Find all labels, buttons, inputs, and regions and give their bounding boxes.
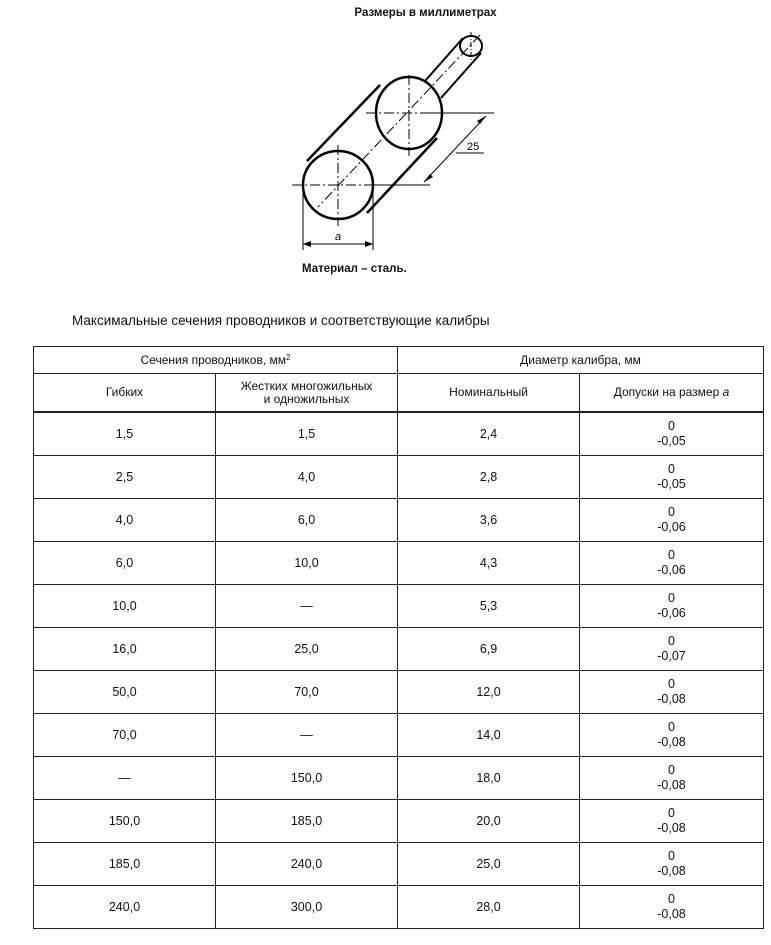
cell-nominal: 2,8 (398, 456, 580, 499)
header-tolerance: Допуски на размер a (580, 374, 764, 413)
table-row (34, 886, 764, 929)
dimension-diameter-label: a (335, 231, 342, 243)
cell-flexible: 4,0 (34, 499, 216, 542)
cell-flexible: 1,5 (34, 412, 216, 456)
cell-rigid: 240,0 (216, 843, 398, 886)
arrow-length-bottom (424, 174, 433, 182)
cell-rigid: — (216, 585, 398, 628)
table-row (34, 412, 764, 456)
header-diameter: Диаметр калибра, мм (398, 347, 764, 374)
cell-rigid: 300,0 (216, 886, 398, 929)
table-row (34, 542, 764, 585)
cell-flexible: 10,0 (34, 585, 216, 628)
cell-tolerance: 0 -0,05 (580, 412, 764, 456)
arrow-diameter-left (303, 241, 311, 247)
table-row (34, 585, 764, 628)
cell-tolerance: 0 -0,08 (580, 757, 764, 800)
axis-centerline (318, 35, 480, 207)
cell-rigid: 1,5 (216, 412, 398, 456)
group-header-row (34, 347, 764, 374)
cell-nominal: 5,3 (398, 585, 580, 628)
cell-tolerance: 0 -0,08 (580, 671, 764, 714)
table-row (34, 757, 764, 800)
cell-flexible: 16,0 (34, 628, 216, 671)
cell-flexible: 50,0 (34, 671, 216, 714)
cell-flexible: 2,5 (34, 456, 216, 499)
arrow-length-top (477, 116, 486, 124)
cell-nominal: 20,0 (398, 800, 580, 843)
pin-bottom-edge (441, 53, 481, 98)
cell-nominal: 14,0 (398, 714, 580, 757)
table-row (34, 714, 764, 757)
cell-rigid: 70,0 (216, 671, 398, 714)
table-row (34, 628, 764, 671)
cell-flexible: — (34, 757, 216, 800)
table-row (34, 671, 764, 714)
cell-rigid: 10,0 (216, 542, 398, 585)
cell-nominal: 12,0 (398, 671, 580, 714)
cell-tolerance: 0 -0,08 (580, 800, 764, 843)
table-row (34, 456, 764, 499)
header-sections: Сечения проводников, $мм^2$ (34, 347, 398, 374)
table-caption: Максимальные сечения проводников и соответствующие калибры (72, 313, 490, 328)
cell-nominal: 4,3 (398, 542, 580, 585)
material-note: Материал – сталь. (302, 263, 407, 275)
table-row (34, 800, 764, 843)
cell-tolerance: 0 -0,06 (580, 542, 764, 585)
cell-tolerance: 0 -0,05 (580, 456, 764, 499)
table-row (34, 843, 764, 886)
table-row (34, 499, 764, 542)
header-rigid: Жестких многожильных и одножильных (216, 374, 398, 413)
cell-rigid: 150,0 (216, 757, 398, 800)
column-header-row (34, 374, 764, 413)
cell-rigid: 25,0 (216, 628, 398, 671)
cell-tolerance: 0 -0,06 (580, 585, 764, 628)
dimension-length-label: 25 (467, 141, 480, 153)
pin-top-edge (425, 38, 463, 81)
calibers-table (33, 346, 764, 929)
cell-rigid: 185,0 (216, 800, 398, 843)
cell-flexible: 70,0 (34, 714, 216, 757)
cell-rigid: 4,0 (216, 456, 398, 499)
cell-tolerance: 0 -0,07 (580, 628, 764, 671)
cell-tolerance: 0 -0,08 (580, 843, 764, 886)
cell-nominal: 6,9 (398, 628, 580, 671)
cell-flexible: 240,0 (34, 886, 216, 929)
cell-rigid: — (216, 714, 398, 757)
cell-flexible: 6,0 (34, 542, 216, 585)
units-note: Размеры в миллиметрах (354, 7, 497, 19)
cell-nominal: 28,0 (398, 886, 580, 929)
cell-flexible: 185,0 (34, 843, 216, 886)
cell-tolerance: 0 -0,08 (580, 714, 764, 757)
cell-rigid: 6,0 (216, 499, 398, 542)
cell-nominal: 18,0 (398, 757, 580, 800)
cell-tolerance: 0 -0,06 (580, 499, 764, 542)
header-flexible: Гибких (34, 374, 216, 413)
arrow-diameter-right (365, 241, 373, 247)
header-nominal: Номинальный (398, 374, 580, 413)
cell-nominal: 3,6 (398, 499, 580, 542)
caliber-drawing (280, 26, 510, 256)
cell-flexible: 150,0 (34, 800, 216, 843)
cell-tolerance: 0 -0,08 (580, 886, 764, 929)
cylinder-top-edge (307, 85, 380, 161)
cell-nominal: 2,4 (398, 412, 580, 456)
cell-nominal: 25,0 (398, 843, 580, 886)
